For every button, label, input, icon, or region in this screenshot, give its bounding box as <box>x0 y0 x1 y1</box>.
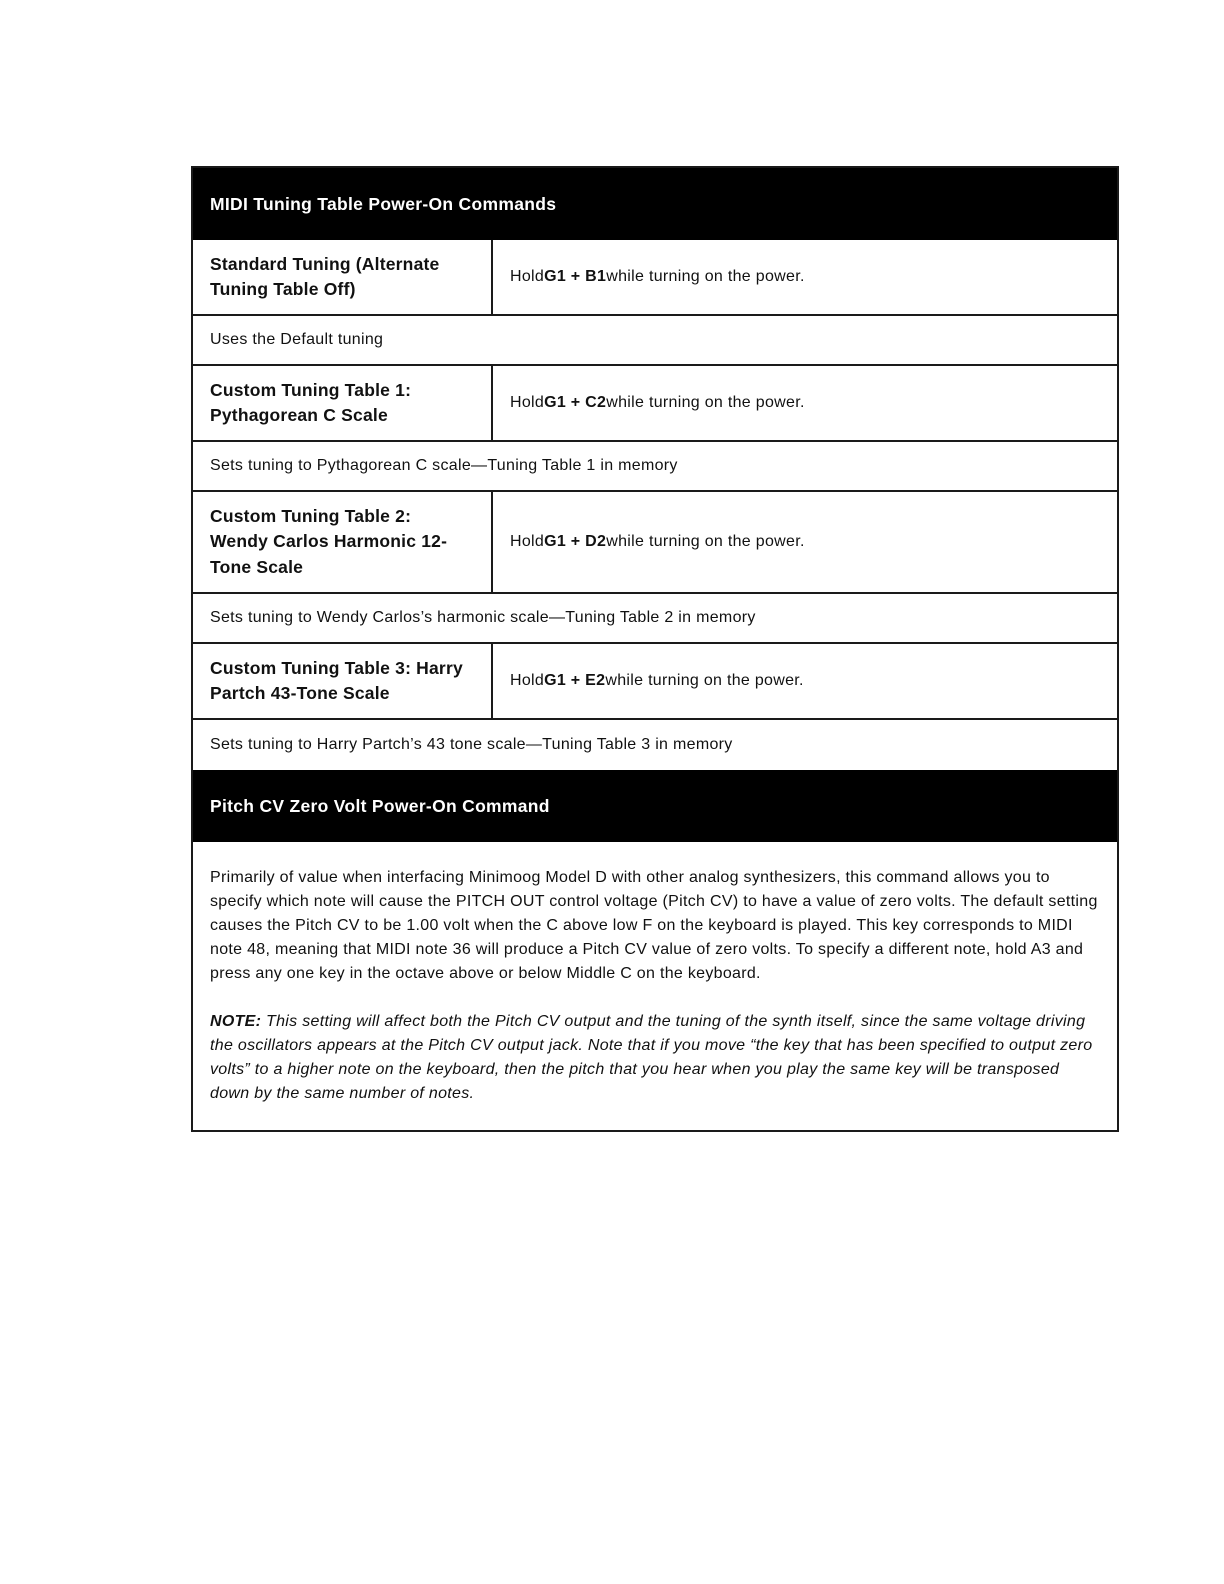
section-header-pitch-cv <box>193 770 1117 842</box>
action-keys: G1 + B1 <box>544 268 607 285</box>
command-row-table-3 <box>193 644 1117 720</box>
command-action <box>493 240 1117 314</box>
action-keys: G1 + E2 <box>544 672 606 689</box>
note-paragraph <box>210 1010 1100 1106</box>
action-suffix: while turning on the power. <box>605 672 804 689</box>
command-description: Sets tuning to Harry Partch’s 43 tone scale—Tuning Table 3 in memory <box>210 736 733 753</box>
command-description: Uses the Default tuning <box>193 316 1117 366</box>
action-keys: G1 + C2 <box>544 394 607 411</box>
action-suffix: while turning on the power. <box>606 394 805 411</box>
command-name: Standard Tuning (Alternate Tuning Table Off) <box>193 240 493 314</box>
section-header-tuning-table <box>193 168 1117 240</box>
action-prefix: Hold <box>510 268 545 285</box>
note-label: NOTE: <box>210 1013 262 1030</box>
command-description: Sets tuning to Pythagorean C scale—Tuning Table 1 in memory <box>193 442 1117 492</box>
command-description: Sets tuning to Wendy Carlos’s harmonic scale—Tuning Table 2 in memory <box>193 594 1117 644</box>
note-text: This setting will affect both the Pitch CV output and the tuning of the synth itself, since the same voltage driving the oscillators appears at the Pitch CV output jack. Note that if you move “the key that has been specified to output zero volts” to a higher note on the keyboard, then the pitch that you hear when you play the same key will be transposed down by the same number of notes. <box>210 1013 1093 1102</box>
action-suffix: while turning on the power. <box>606 268 805 285</box>
action-prefix: Hold <box>510 394 545 411</box>
pitch-cv-body <box>193 842 1117 1130</box>
command-row-table-1 <box>193 366 1117 442</box>
command-name: Custom Tuning Table 2: Wendy Carlos Harmonic 12-Tone Scale <box>193 492 493 592</box>
tuning-commands-table <box>191 166 1119 1132</box>
command-action <box>493 492 1117 592</box>
section-title: Pitch CV Zero Volt Power-On Command <box>210 795 550 816</box>
command-name: Custom Tuning Table 3: Harry Partch 43-Tone Scale <box>193 644 493 718</box>
action-suffix: while turning on the power. <box>606 533 805 550</box>
action-prefix: Hold <box>510 533 545 550</box>
action-prefix: Hold <box>510 672 545 689</box>
command-action <box>493 366 1117 440</box>
body-paragraph: Primarily of value when interfacing Minimoog Model D with other analog synthesizers, this command allows you to specify which note will cause the PITCH OUT control voltage (Pitch CV) to have a value of zero volts. The default setting causes the Pitch CV to be 1.00 volt when the C above low F on the keyboard is played. This key corresponds to MIDI note 48, meaning that MIDI note 36 will produce a Pitch CV value of zero volts. To specify a different note, hold A3 and press any one key in the octave above or below Middle C on the keyboard. <box>210 869 1098 982</box>
action-keys: G1 + D2 <box>544 533 607 550</box>
section-title: MIDI Tuning Table Power-On Commands <box>210 193 557 214</box>
command-row-standard <box>193 240 1117 316</box>
command-row-table-2 <box>193 492 1117 594</box>
command-action <box>493 644 1117 718</box>
command-name: Custom Tuning Table 1: Pythagorean C Scale <box>193 366 493 440</box>
